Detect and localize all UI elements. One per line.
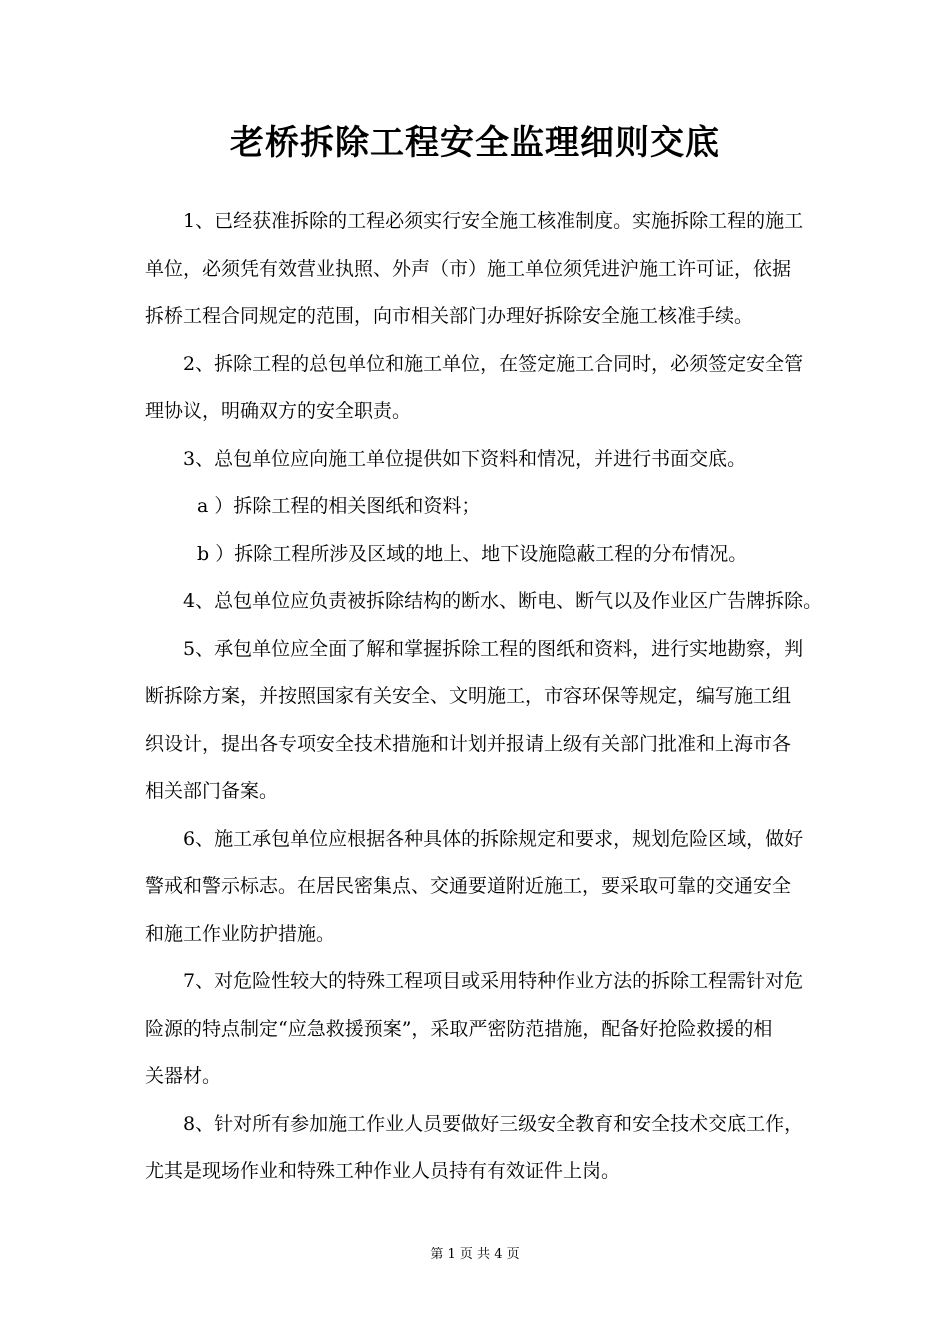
- text-line: 险源的特点制定“应急救援预案”，采取严密防范措施，配备好抢险救援的相: [145, 1017, 773, 1040]
- text-line: 断拆除方案，并按照国家有关安全、文明施工，市容环保等规定，编写施工组: [145, 685, 792, 707]
- text-line: 和施工作业防护措施。: [145, 922, 336, 945]
- text-line: 拆桥工程合同规定的范围，向市相关部门办理好拆除安全施工核准手续。: [145, 305, 754, 327]
- text-line: 8、针对所有参加施工作业人员要做好三级安全教育和安全技术交底工作，: [183, 1112, 804, 1135]
- text-line: b ）拆除工程所涉及区域的地上、地下设施隐蔽工程的分布情况。: [197, 542, 748, 565]
- text-line: 1、已经获准拆除的工程必须实行安全施工核准制度。实施拆除工程的施工: [183, 210, 804, 232]
- text-line: 关器材。: [145, 1065, 222, 1087]
- text-line: 5、承包单位应全面了解和掌握拆除工程的图纸和资料，进行实地勘察，判: [183, 637, 804, 660]
- text-line: 4、总包单位应负责被拆除结构的断水、断电、断气以及作业区广告牌拆除。: [183, 590, 823, 612]
- text-line: 尤其是现场作业和特殊工种作业人员持有有效证件上岗。: [145, 1160, 621, 1182]
- text-line: 相关部门备案。: [145, 780, 279, 802]
- text-line: 6、施工承包单位应根据各种具体的拆除规定和要求，规划危险区域，做好: [183, 827, 804, 850]
- page-footer: 第 1 页 共 4 页: [430, 1247, 520, 1262]
- document-body: [145, 198, 823, 1196]
- text-line: 单位，必须凭有效营业执照、外声（市）施工单位须凭进沪施工许可证，依据: [145, 257, 792, 280]
- text-line: 3、总包单位应向施工单位提供如下资料和情况，并进行书面交底。: [183, 447, 747, 470]
- page-title: 老桥拆除工程安全监理细则交底: [230, 123, 720, 163]
- text-line: 警戒和警示标志。在居民密集点、交通要道附近施工，要采取可靠的交通安全: [145, 875, 792, 897]
- text-line: 7、对危险性较大的特殊工程项目或采用特种作业方法的拆除工程需针对危: [183, 970, 804, 992]
- text-line: a ）拆除工程的相关图纸和资料；: [197, 495, 481, 517]
- text-line: 2、拆除工程的总包单位和施工单位，在签定施工合同时，必须签定安全管: [183, 352, 804, 375]
- text-line: 织设计，提出各专项安全技术措施和计划并报请上级有关部门批准和上海市各: [145, 732, 792, 755]
- text-line: 理协议，明确双方的安全职责。: [145, 400, 412, 422]
